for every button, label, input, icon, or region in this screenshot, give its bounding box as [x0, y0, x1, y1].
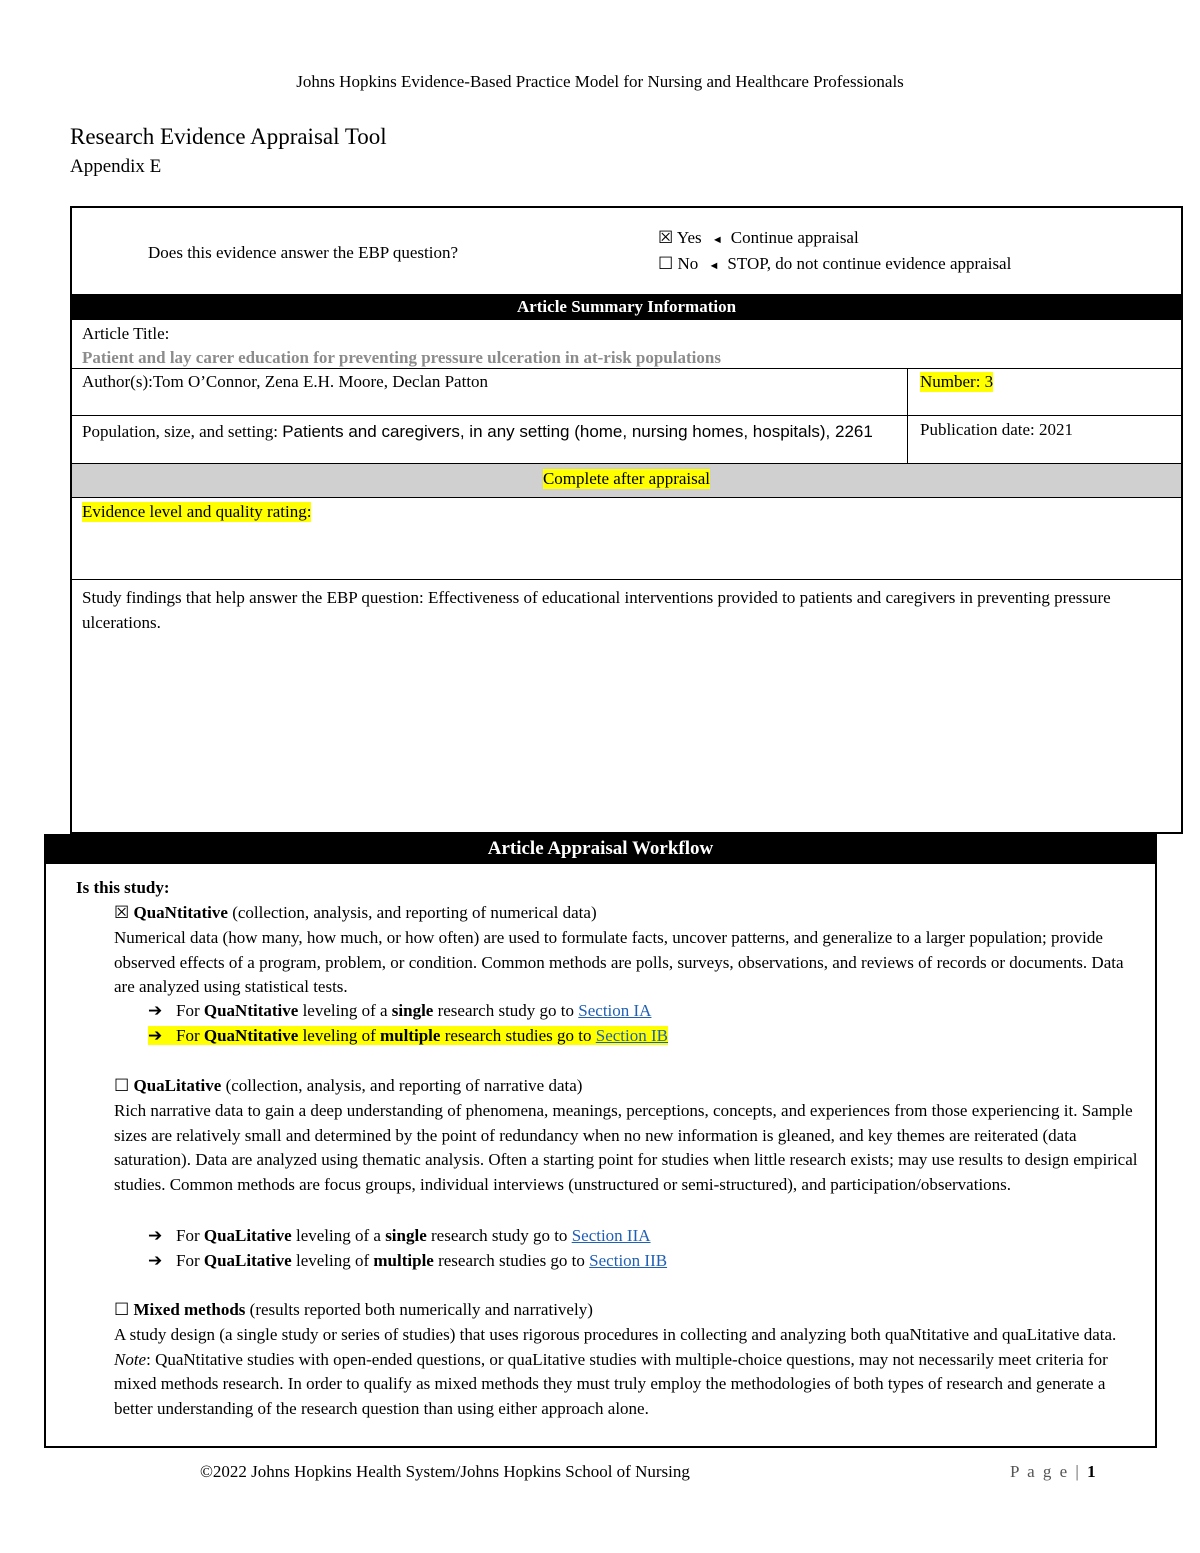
article-title-value[interactable]: Patient and lay carer education for preventing pressure ulceration in at-risk populations — [82, 348, 721, 367]
section-iia-link[interactable]: Section IIA — [571, 1226, 651, 1245]
article-title-label: Article Title: — [82, 324, 170, 343]
yes-action: Continue appraisal — [730, 228, 859, 247]
no-option[interactable] — [658, 254, 1011, 274]
line-qty: single — [391, 1001, 434, 1020]
section-ib-link[interactable]: Section IB — [595, 1026, 669, 1045]
arrow-right-icon: ➔ — [148, 1226, 163, 1246]
complete-after-label: Complete after appraisal — [542, 469, 711, 488]
population-label: Population, size, and setting: — [82, 422, 278, 441]
arrow-right-icon: ➔ — [148, 1001, 163, 1021]
mixed-methods-desc: (results reported both numerically and narratively) — [249, 1300, 593, 1319]
publication-date: Publication date: 2021 — [920, 420, 1073, 439]
footer-copyright: ©2022 Johns Hopkins Health System/Johns Hopkins School of Nursing — [200, 1462, 690, 1481]
quantitative-description: Numerical data (how many, how much, or how often) are used to formulate facts, uncover patterns, and generalize to a larger population; provide observed effects of a program, problem, or condition. Common methods are polls, surveys, observations, and reviews of records or documents. Data are analyzed using statistical tests. — [114, 928, 1124, 996]
line-text: For — [176, 1251, 200, 1270]
page-number — [1010, 1462, 1096, 1482]
mixed-methods-checkbox[interactable]: ☐ — [114, 1300, 130, 1319]
line-text: For — [176, 1226, 200, 1245]
line-type: QuaNtitative — [203, 1026, 299, 1045]
line-qty: single — [385, 1226, 427, 1245]
appraisal-workflow-table — [44, 834, 1157, 1448]
mixed-methods-description — [114, 1323, 1144, 1421]
study-type-question: Is this study: — [76, 878, 170, 897]
no-action: STOP, do not continue evidence appraisal — [727, 254, 1012, 273]
line-text: For — [176, 1001, 200, 1020]
number-cell[interactable] — [908, 368, 1183, 416]
quantitative-option[interactable] — [114, 901, 597, 926]
qualitative-desc: (collection, analysis, and reporting of narrative data) — [225, 1076, 583, 1095]
document-title: Research Evidence Appraisal Tool — [70, 124, 387, 149]
ebp-question-text: Does this evidence answer the EBP question? — [148, 243, 459, 262]
mixed-methods-option[interactable] — [114, 1298, 593, 1323]
line-text: leveling of — [295, 1251, 370, 1270]
quantitative-name: QuaNtitative — [133, 903, 228, 922]
arrow-right-icon: ➔ — [148, 1026, 163, 1046]
yes-label: Yes — [676, 228, 702, 247]
number-value: Number: 3 — [920, 372, 994, 391]
quantitative-multiple-line — [148, 1024, 668, 1048]
line-text: research studies go to — [438, 1251, 585, 1270]
line-type: QuaNtitative — [203, 1001, 299, 1020]
quantitative-single-line — [148, 999, 651, 1023]
line-qty: multiple — [373, 1251, 434, 1270]
evidence-level-cell[interactable] — [72, 498, 1181, 580]
mixed-para-a: A study design (a single study or series of studies) that uses rigorous procedures in collecting and analyzing both quaNtitative and quaLitative data. — [114, 1325, 1117, 1344]
line-text: leveling of — [302, 1026, 376, 1045]
authors-cell[interactable] — [72, 368, 908, 416]
line-type: QuaLitative — [203, 1251, 292, 1270]
page-label: P a g e | — [1010, 1462, 1081, 1481]
line-text: leveling of a — [302, 1001, 388, 1020]
population-cell[interactable] — [72, 416, 908, 464]
line-type: QuaLitative — [203, 1226, 292, 1245]
complete-after-appraisal-bar — [72, 464, 1181, 498]
arrow-icon: ◄ — [708, 260, 720, 272]
mixed-para-b: : QuaNtitative studies with open-ended questions, or quaLitative studies with multiple-choice questions, may not necessarily meet criteria for mixed methods research. In order to qualify as mixed methods they must truly employ the methodologies of both types of research and generate a better understanding of the research question than using either approach alone. — [114, 1349, 1108, 1418]
running-header: Johns Hopkins Evidence-Based Practice Model for Nursing and Healthcare Professionals — [296, 72, 904, 91]
line-text: research study go to — [437, 1001, 575, 1020]
summary-heading: Article Summary Information — [72, 294, 1181, 320]
evidence-summary-table — [70, 206, 1183, 834]
line-text: leveling of a — [295, 1226, 381, 1245]
arrow-icon: ◄ — [711, 234, 723, 246]
population-value: Patients and caregivers, in any setting (home, nursing homes, hospitals), 2261 — [282, 422, 873, 441]
workflow-heading: Article Appraisal Workflow — [46, 834, 1155, 864]
qualitative-name: QuaLitative — [133, 1076, 222, 1095]
ebp-question-row — [72, 208, 1181, 295]
mixed-methods-name: Mixed methods — [133, 1300, 246, 1319]
quantitative-desc: (collection, analysis, and reporting of numerical data) — [232, 903, 597, 922]
article-title-row — [72, 320, 1181, 369]
line-text: research study go to — [431, 1226, 568, 1245]
authors-label: Author(s): — [82, 372, 153, 391]
qualitative-multiple-line — [148, 1249, 667, 1273]
yes-checkbox[interactable]: ☒ — [658, 228, 674, 247]
arrow-right-icon: ➔ — [148, 1251, 163, 1271]
note-label: Note — [114, 1349, 147, 1369]
line-text: research studies go to — [444, 1026, 592, 1045]
document-subtitle: Appendix E — [70, 156, 162, 177]
yes-option[interactable] — [658, 228, 859, 248]
qualitative-single-line — [148, 1224, 651, 1248]
study-findings-text: Study findings that help answer the EBP question: Effectiveness of educational interventions provided to patients and caregivers in preventing pressure ulcerations. — [82, 588, 1111, 632]
no-checkbox[interactable]: ☐ — [658, 254, 674, 273]
line-qty: multiple — [379, 1026, 441, 1045]
line-text: For — [176, 1026, 200, 1045]
qualitative-description: Rich narrative data to gain a deep understanding of phenomena, meanings, perceptions, concepts, and experiences from those experiencing it. Sample sizes are relatively small and determined by the point of redundancy when no new information is gleaned, and key themes are reiterated (data saturation). Data are analyzed using thematic analysis. Often a starting point for studies when little research exists; may use results to design empirical studies. Common methods are focus groups, individual interviews (unstructured or semi-structured), and participation/observations. — [114, 1101, 1138, 1194]
quantitative-checkbox[interactable]: ☒ — [114, 903, 130, 922]
study-findings-cell[interactable] — [72, 580, 1181, 830]
section-iib-link[interactable]: Section IIB — [589, 1251, 668, 1270]
publication-date-cell[interactable] — [908, 416, 1183, 464]
no-label: No — [677, 254, 699, 273]
section-ia-link[interactable]: Section IA — [578, 1001, 652, 1020]
page-num: 1 — [1087, 1462, 1096, 1481]
qualitative-option[interactable] — [114, 1074, 582, 1099]
qualitative-checkbox[interactable]: ☐ — [114, 1076, 130, 1095]
evidence-level-label: Evidence level and quality rating: — [82, 502, 312, 521]
authors-value: Tom O’Connor, Zena E.H. Moore, Declan Patton — [152, 372, 489, 391]
